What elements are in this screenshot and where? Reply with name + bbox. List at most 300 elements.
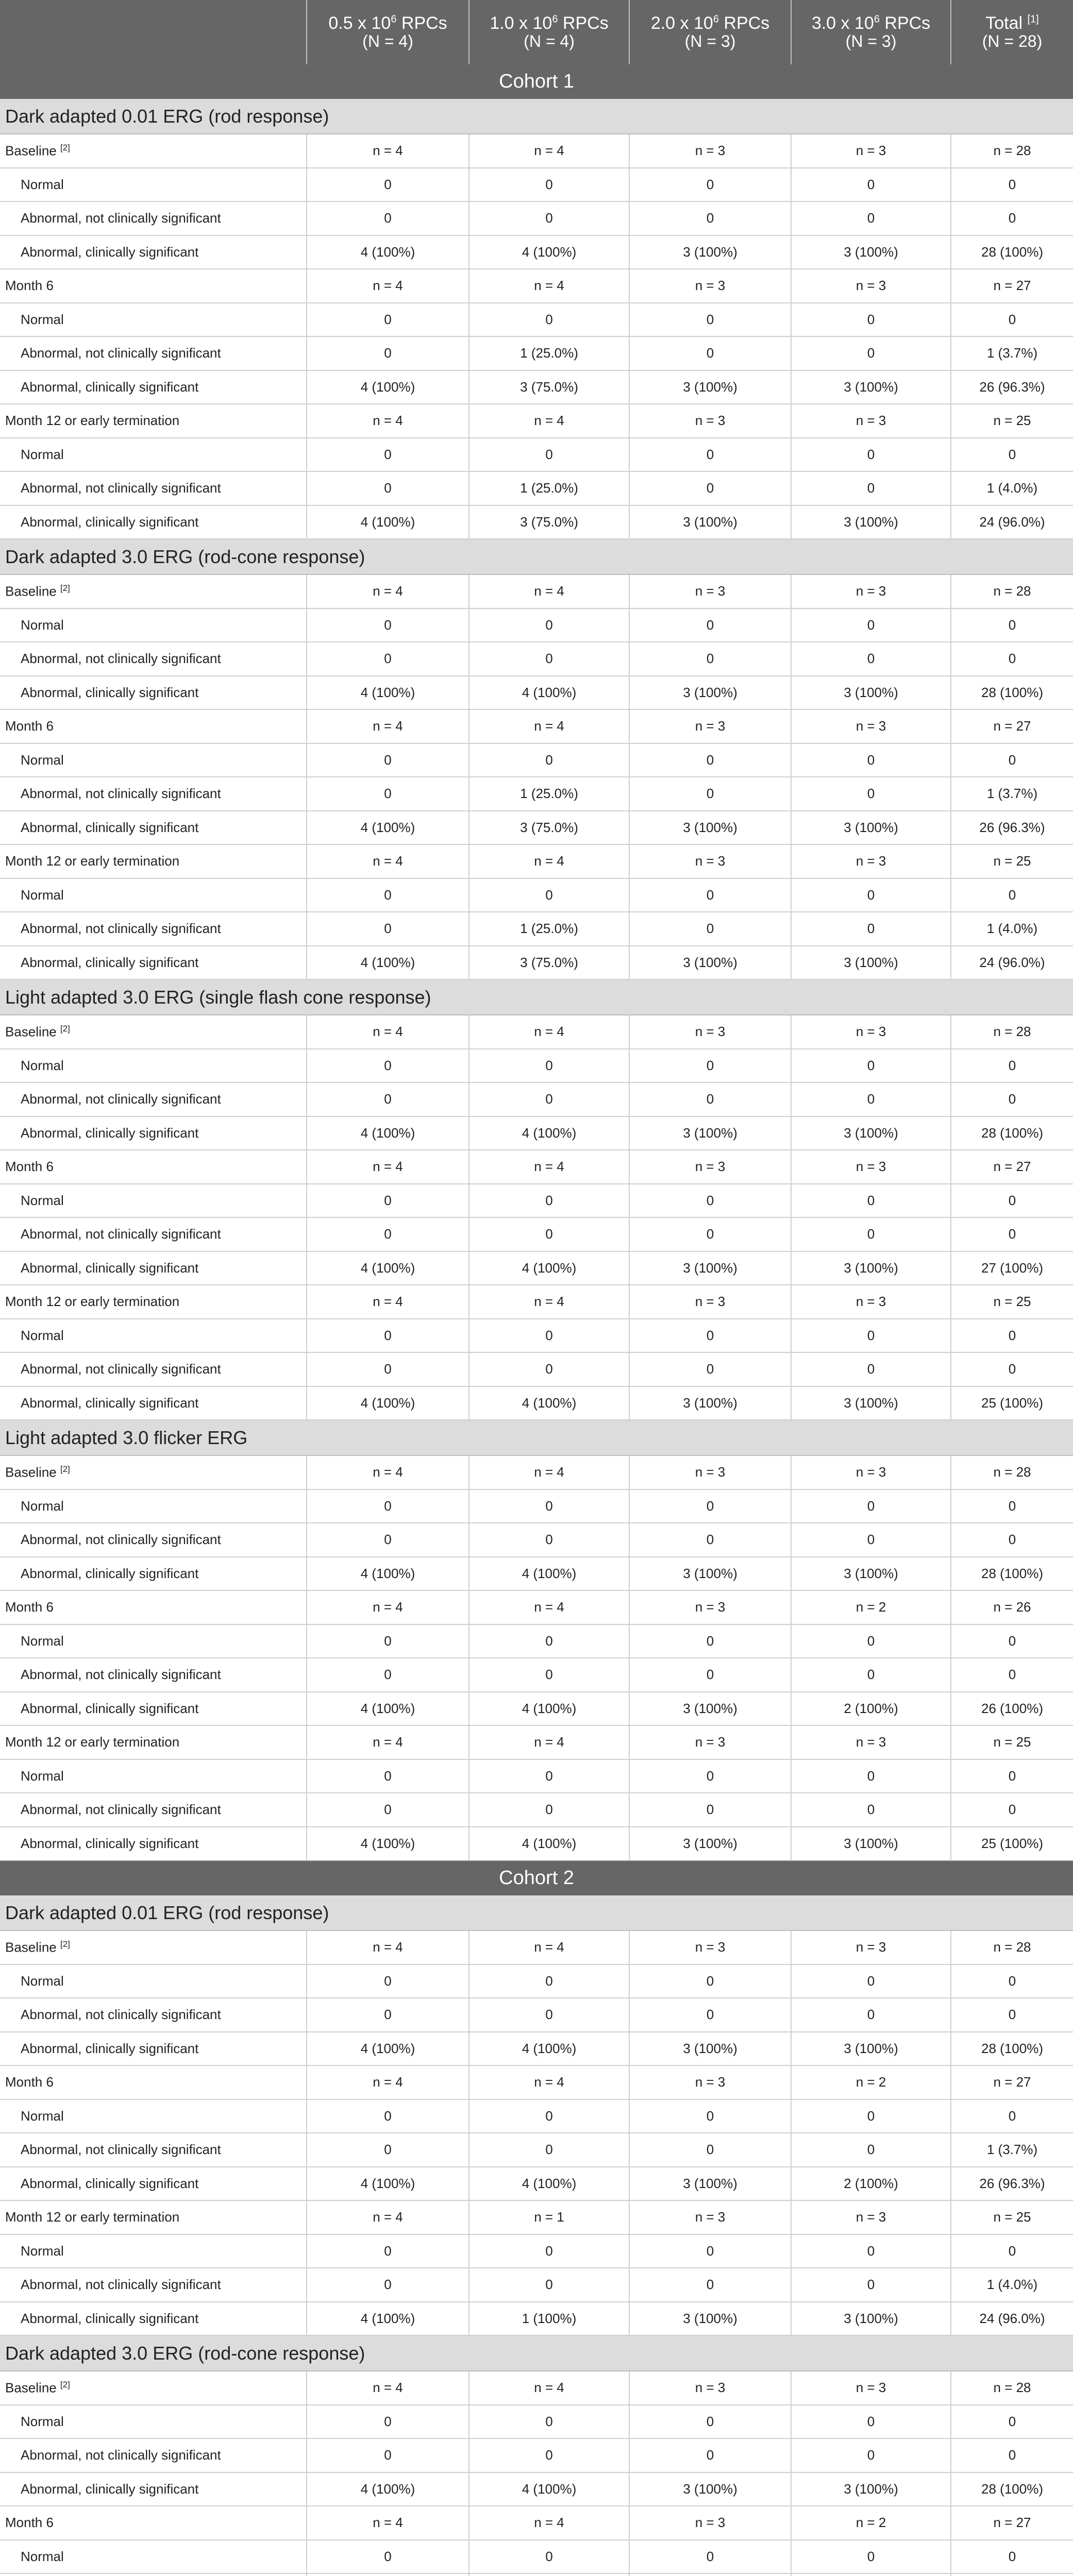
row-label: Abnormal, not clinically significant — [0, 1523, 307, 1557]
row-value-cell: 0 — [791, 1184, 951, 1218]
table-row — [0, 1998, 1073, 2032]
row-value-cell: 4 (100%) — [307, 1116, 469, 1150]
row-value-cell: 0 — [951, 1489, 1073, 1523]
row-value-cell: 0 — [469, 2234, 629, 2268]
row-value-cell: 0 — [307, 1217, 469, 1251]
visit-row — [0, 1015, 1073, 1049]
row-value-cell: 0 — [307, 471, 469, 505]
row-value-cell: 4 (100%) — [307, 2302, 469, 2336]
row-value-cell: 0 — [307, 2099, 469, 2133]
table-row — [0, 1319, 1073, 1353]
visit-label-cell — [0, 2506, 307, 2540]
row-value-cell: 4 (100%) — [307, 1692, 469, 1726]
visit-label: Baseline — [5, 1024, 57, 1040]
visit-count-cell: n = 28 — [951, 574, 1073, 608]
row-value-cell: 3 (100%) — [629, 1116, 791, 1150]
table-row — [0, 201, 1073, 235]
row-value-cell: 3 (100%) — [629, 2032, 791, 2066]
visit-label-cell — [0, 1725, 307, 1759]
visit-count-cell: n = 3 — [791, 1285, 951, 1319]
visit-count-cell: n = 1 — [469, 2200, 629, 2234]
table-row — [0, 1184, 1073, 1218]
row-value-cell: 0 — [951, 1217, 1073, 1251]
table-row — [0, 471, 1073, 505]
row-value-cell: 0 — [307, 1049, 469, 1083]
header-dose-label: 1.0 x $10^6$ RPCs — [490, 13, 609, 33]
visit-count-cell: n = 4 — [469, 134, 629, 168]
visit-count-cell: n = 3 — [629, 1150, 791, 1184]
row-value-cell: 0 — [951, 1759, 1073, 1793]
visit-count-cell: n = 4 — [307, 1725, 469, 1759]
visit-row — [0, 1930, 1073, 1964]
visit-label-cell — [0, 1150, 307, 1184]
row-value-cell: 1 (3.7%) — [951, 336, 1073, 370]
row-value-cell: 0 — [791, 2540, 951, 2574]
visit-label-cell — [0, 1285, 307, 1319]
table-row — [0, 370, 1073, 404]
row-value-cell: 1 (25.0%) — [469, 336, 629, 370]
visit-count-cell: n = 4 — [307, 404, 469, 438]
row-value-cell: 0 — [629, 2234, 791, 2268]
row-value-cell: 4 (100%) — [469, 676, 629, 710]
row-value-cell: 0 — [791, 1319, 951, 1353]
visit-count-cell: n = 3 — [629, 2371, 791, 2405]
visit-count-cell: n = 3 — [791, 2200, 951, 2234]
row-value-cell: 0 — [951, 608, 1073, 642]
table-row — [0, 1793, 1073, 1827]
row-value-cell: 0 — [469, 2268, 629, 2302]
visit-count-cell: n = 27 — [951, 709, 1073, 743]
row-value-cell: 0 — [469, 1352, 629, 1386]
row-value-cell: 0 — [951, 743, 1073, 777]
visit-count-cell: n = 3 — [791, 1930, 951, 1964]
visit-label: Month 12 or early termination — [5, 853, 180, 869]
table-row — [0, 642, 1073, 676]
visit-count-cell: n = 4 — [307, 574, 469, 608]
visit-count-cell: n = 4 — [469, 1930, 629, 1964]
table-row — [0, 1692, 1073, 1726]
visit-count-cell: n = 3 — [629, 1455, 791, 1489]
row-value-cell: 3 (100%) — [629, 946, 791, 980]
row-value-cell: 0 — [469, 743, 629, 777]
row-value-cell: 0 — [469, 1964, 629, 1998]
visit-count-cell: n = 4 — [469, 2065, 629, 2099]
row-value-cell: 3 (100%) — [791, 811, 951, 845]
row-value-cell: 0 — [791, 2405, 951, 2439]
row-value-cell: 0 — [469, 642, 629, 676]
row-value-cell: 3 (100%) — [791, 2472, 951, 2506]
row-value-cell: 0 — [951, 1964, 1073, 1998]
row-value-cell: 0 — [951, 438, 1073, 472]
row-label: Abnormal, clinically significant — [0, 1116, 307, 1150]
row-value-cell: 0 — [791, 1658, 951, 1692]
row-value-cell: 4 (100%) — [307, 1827, 469, 1861]
row-value-cell: 0 — [791, 2099, 951, 2133]
row-value-cell: 0 — [307, 1658, 469, 1692]
table-row — [0, 2405, 1073, 2439]
visit-label-cell — [0, 1015, 307, 1049]
row-value-cell: 0 — [469, 1624, 629, 1658]
visit-count-cell: n = 4 — [469, 1150, 629, 1184]
row-value-cell: 0 — [307, 1964, 469, 1998]
visit-label: Baseline — [5, 583, 57, 599]
row-value-cell: 0 — [791, 471, 951, 505]
row-value-cell: 0 — [629, 1964, 791, 1998]
visit-count-cell: n = 3 — [629, 1930, 791, 1964]
row-value-cell: 3 (75.0%) — [469, 946, 629, 980]
visit-count-cell: n = 3 — [629, 1015, 791, 1049]
row-value-cell: 0 — [629, 1184, 791, 1218]
row-label: Normal — [0, 878, 307, 912]
row-value-cell: 4 (100%) — [307, 505, 469, 539]
table-row — [0, 1964, 1073, 1998]
visit-row — [0, 404, 1073, 438]
row-value-cell: 4 (100%) — [307, 2472, 469, 2506]
row-value-cell: 0 — [307, 1184, 469, 1218]
visit-count-cell: n = 3 — [791, 1015, 951, 1049]
table-row — [0, 608, 1073, 642]
row-value-cell: 3 (100%) — [791, 1827, 951, 1861]
table-row — [0, 2133, 1073, 2167]
row-value-cell: 0 — [469, 878, 629, 912]
row-value-cell: 0 — [951, 1319, 1073, 1353]
row-value-cell: 3 (100%) — [791, 1386, 951, 1420]
visit-label-cell — [0, 2200, 307, 2234]
row-value-cell: 0 — [791, 2268, 951, 2302]
row-value-cell: 0 — [791, 438, 951, 472]
row-value-cell: 4 (100%) — [469, 1116, 629, 1150]
row-value-cell: 0 — [469, 2540, 629, 2574]
row-label: Abnormal, not clinically significant — [0, 777, 307, 811]
row-value-cell: 28 (100%) — [951, 1116, 1073, 1150]
visit-count-cell: n = 4 — [469, 1455, 629, 1489]
row-label: Normal — [0, 608, 307, 642]
header-total-label: Total [1] — [985, 13, 1039, 33]
visit-count-cell: n = 4 — [469, 844, 629, 878]
row-value-cell: 0 — [469, 1489, 629, 1523]
visit-label-cell — [0, 1930, 307, 1964]
row-value-cell: 0 — [469, 201, 629, 235]
visit-row — [0, 1590, 1073, 1624]
visit-count-cell: n = 3 — [629, 1285, 791, 1319]
row-value-cell: 4 (100%) — [307, 370, 469, 404]
row-value-cell: 0 — [791, 2133, 951, 2167]
visit-count-cell: n = 3 — [629, 2200, 791, 2234]
row-value-cell: 0 — [629, 608, 791, 642]
table-row — [0, 1251, 1073, 1285]
row-value-cell: 1 (100%) — [469, 2302, 629, 2336]
visit-row — [0, 844, 1073, 878]
row-label: Normal — [0, 1489, 307, 1523]
row-value-cell: 0 — [791, 1793, 951, 1827]
header-dose-2-0 — [629, 0, 791, 64]
table-row — [0, 336, 1073, 370]
cohort-label: Cohort 1 — [0, 64, 1073, 99]
table-row — [0, 1523, 1073, 1557]
row-value-cell: 4 (100%) — [307, 1557, 469, 1591]
row-value-cell: 4 (100%) — [469, 2167, 629, 2201]
row-value-cell: 0 — [791, 201, 951, 235]
visit-count-cell: n = 3 — [629, 844, 791, 878]
row-value-cell: 0 — [629, 1049, 791, 1083]
row-value-cell: 0 — [629, 1319, 791, 1353]
visit-label: Month 6 — [5, 278, 54, 294]
row-value-cell: 0 — [307, 1489, 469, 1523]
row-value-cell — [791, 2573, 951, 2576]
visit-count-cell: n = 4 — [469, 2371, 629, 2405]
row-value-cell: 0 — [791, 912, 951, 946]
baseline-footnote-ref: [2] — [60, 583, 70, 593]
row-label: Normal — [0, 1049, 307, 1083]
visit-label-cell — [0, 269, 307, 303]
row-label: Normal — [0, 438, 307, 472]
row-value-cell: 0 — [629, 2405, 791, 2439]
row-value-cell: 0 — [629, 2133, 791, 2167]
table-row — [0, 2438, 1073, 2472]
visit-label: Month 12 or early termination — [5, 2209, 180, 2225]
table-row — [0, 1624, 1073, 1658]
visit-row — [0, 134, 1073, 168]
row-value-cell: 0 — [629, 1658, 791, 1692]
visit-label-cell — [0, 574, 307, 608]
table-row — [0, 505, 1073, 539]
visit-row — [0, 269, 1073, 303]
row-value-cell: 3 (100%) — [629, 1827, 791, 1861]
row-label: Abnormal, not clinically significant — [0, 2268, 307, 2302]
visit-count-cell: n = 3 — [629, 404, 791, 438]
header-group-n: (N = 3) — [684, 31, 736, 50]
row-value-cell: 3 (100%) — [791, 370, 951, 404]
row-value-cell: 0 — [791, 878, 951, 912]
row-value-cell: 3 (100%) — [629, 1251, 791, 1285]
visit-count-cell: n = 4 — [307, 2506, 469, 2540]
row-value-cell: 0 — [629, 1352, 791, 1386]
row-value-cell: 4 (100%) — [307, 1251, 469, 1285]
row-value-cell: 0 — [469, 168, 629, 202]
visit-count-cell: n = 25 — [951, 2200, 1073, 2234]
row-value-cell: 0 — [629, 1082, 791, 1116]
visit-count-cell: n = 4 — [307, 1455, 469, 1489]
visit-count-cell: n = 25 — [951, 1285, 1073, 1319]
visit-row — [0, 574, 1073, 608]
row-value-cell: 0 — [469, 1184, 629, 1218]
row-label: Normal — [0, 2540, 307, 2574]
row-value-cell: 0 — [791, 1964, 951, 1998]
table-body — [0, 64, 1073, 2576]
row-value-cell: 0 — [951, 2438, 1073, 2472]
visit-row — [0, 709, 1073, 743]
table-row — [0, 1557, 1073, 1591]
row-label: Abnormal, not clinically significant — [0, 1217, 307, 1251]
visit-count-cell: n = 3 — [629, 2065, 791, 2099]
row-value-cell: 0 — [629, 1793, 791, 1827]
row-label: Normal — [0, 1759, 307, 1793]
visit-count-cell: n = 4 — [469, 709, 629, 743]
table-row — [0, 946, 1073, 980]
row-value-cell: 0 — [791, 2438, 951, 2472]
row-value-cell: 0 — [791, 1217, 951, 1251]
visit-count-cell: n = 4 — [469, 574, 629, 608]
row-value-cell: 0 — [629, 743, 791, 777]
visit-count-cell: n = 2 — [791, 2506, 951, 2540]
visit-count-cell: n = 3 — [791, 1455, 951, 1489]
row-value-cell: 0 — [469, 1217, 629, 1251]
visit-count-cell: n = 27 — [951, 2065, 1073, 2099]
row-label: Abnormal, clinically significant — [0, 1827, 307, 1861]
header-group-n: (N = 4) — [362, 31, 413, 50]
row-value-cell — [629, 2573, 791, 2576]
row-value-cell: 4 (100%) — [307, 811, 469, 845]
visit-count-cell: n = 2 — [791, 2065, 951, 2099]
visit-label: Month 6 — [5, 1599, 54, 1615]
row-value-cell: 0 — [307, 201, 469, 235]
row-value-cell: 0 — [951, 1624, 1073, 1658]
row-value-cell: 0 — [307, 1523, 469, 1557]
visit-row — [0, 2506, 1073, 2540]
row-value-cell: 4 (100%) — [469, 1827, 629, 1861]
row-value-cell: 0 — [307, 642, 469, 676]
row-value-cell: 0 — [629, 336, 791, 370]
row-value-cell: 0 — [629, 2268, 791, 2302]
row-label: Abnormal, not clinically significant — [0, 1998, 307, 2032]
row-value-cell: 0 — [951, 1793, 1073, 1827]
row-value-cell: 4 (100%) — [307, 2167, 469, 2201]
visit-count-cell: n = 3 — [791, 2371, 951, 2405]
row-label: Abnormal, clinically significant — [0, 370, 307, 404]
visit-label: Baseline — [5, 143, 57, 159]
visit-label-cell — [0, 1590, 307, 1624]
visit-count-cell: n = 4 — [307, 1590, 469, 1624]
row-value-cell: 0 — [307, 2438, 469, 2472]
row-value-cell: 4 (100%) — [469, 1557, 629, 1591]
row-value-cell: 3 (100%) — [629, 1386, 791, 1420]
row-value-cell: 0 — [469, 303, 629, 337]
visit-row — [0, 2065, 1073, 2099]
visit-count-cell: n = 28 — [951, 2371, 1073, 2405]
row-value-cell: 4 (100%) — [307, 2032, 469, 2066]
row-value-cell: 1 (3.7%) — [951, 777, 1073, 811]
visit-label: Month 6 — [5, 718, 54, 734]
row-value-cell: 0 — [791, 1759, 951, 1793]
table-row — [0, 303, 1073, 337]
row-value-cell: 0 — [307, 777, 469, 811]
row-value-cell: 4 (100%) — [469, 1251, 629, 1285]
visit-count-cell: n = 3 — [791, 1150, 951, 1184]
row-label: Abnormal, clinically significant — [0, 1251, 307, 1285]
visit-count-cell: n = 4 — [307, 709, 469, 743]
row-value-cell: 0 — [307, 878, 469, 912]
section-title: Light adapted 3.0 flicker ERG — [0, 1420, 1073, 1455]
visit-count-cell: n = 4 — [469, 1015, 629, 1049]
row-value-cell: 0 — [469, 1082, 629, 1116]
row-value-cell: 3 (100%) — [629, 811, 791, 845]
row-value-cell: 4 (100%) — [307, 235, 469, 269]
table-row — [0, 1116, 1073, 1150]
visit-count-cell: n = 4 — [469, 404, 629, 438]
row-value-cell: 28 (100%) — [951, 235, 1073, 269]
header-dose-label: 0.5 x $10^6$ RPCs — [328, 13, 447, 33]
table-row — [0, 2573, 1073, 2576]
cohort-label: Cohort 2 — [0, 1860, 1073, 1895]
row-value-cell: 3 (100%) — [791, 2032, 951, 2066]
row-value-cell: 0 — [951, 168, 1073, 202]
row-value-cell: 0 — [307, 2268, 469, 2302]
visit-count-cell: n = 4 — [307, 1150, 469, 1184]
row-value-cell: 1 (4.0%) — [951, 471, 1073, 505]
row-value-cell: 4 (100%) — [307, 676, 469, 710]
visit-count-cell: n = 4 — [307, 2065, 469, 2099]
row-value-cell: 0 — [951, 1523, 1073, 1557]
row-label: Abnormal, clinically significant — [0, 946, 307, 980]
row-label: Abnormal, not clinically significant — [0, 471, 307, 505]
visit-count-cell: n = 3 — [791, 1725, 951, 1759]
table-row — [0, 1827, 1073, 1861]
row-value-cell: 0 — [791, 336, 951, 370]
table-row — [0, 2268, 1073, 2302]
row-label: Abnormal, clinically significant — [0, 505, 307, 539]
visit-count-cell: n = 4 — [307, 2200, 469, 2234]
row-value-cell: 3 (100%) — [791, 235, 951, 269]
row-value-cell: 0 — [307, 2405, 469, 2439]
section-title: Dark adapted 3.0 ERG (rod-cone response) — [0, 539, 1073, 574]
row-value-cell: 0 — [629, 1998, 791, 2032]
header-dose-0-5 — [307, 0, 469, 64]
baseline-footnote-ref: [2] — [60, 1023, 70, 1033]
row-value-cell: 0 — [307, 1352, 469, 1386]
visit-count-cell: n = 4 — [307, 844, 469, 878]
visit-count-cell: n = 28 — [951, 1015, 1073, 1049]
row-label: Abnormal, not clinically significant — [0, 1793, 307, 1827]
section-row — [0, 1895, 1073, 1930]
visit-count-cell: n = 27 — [951, 269, 1073, 303]
baseline-footnote-ref: [2] — [60, 142, 70, 152]
row-value-cell: 4 (100%) — [469, 2032, 629, 2066]
row-value-cell: 0 — [469, 2405, 629, 2439]
table-header — [0, 0, 1073, 64]
row-value-cell: 0 — [469, 608, 629, 642]
baseline-footnote-ref: [2] — [60, 2379, 70, 2389]
row-value-cell — [469, 2573, 629, 2576]
row-value-cell: 0 — [469, 1049, 629, 1083]
row-value-cell: 0 — [791, 777, 951, 811]
header-total-n: (N = 28) — [982, 31, 1043, 50]
table-row — [0, 912, 1073, 946]
row-label: Normal — [0, 2405, 307, 2439]
visit-label-cell — [0, 709, 307, 743]
visit-count-cell: n = 27 — [951, 2506, 1073, 2540]
row-label: Abnormal, clinically significant — [0, 235, 307, 269]
baseline-footnote-ref: [2] — [60, 1464, 70, 1474]
row-value-cell: 0 — [791, 608, 951, 642]
table-row — [0, 1352, 1073, 1386]
section-row — [0, 99, 1073, 134]
row-value-cell: 0 — [469, 1998, 629, 2032]
row-value-cell: 24 (96.0%) — [951, 505, 1073, 539]
header-dose-label: 3.0 x $10^6$ RPCs — [811, 13, 931, 33]
row-value-cell: 0 — [469, 1658, 629, 1692]
row-label: Abnormal, not clinically significant — [0, 201, 307, 235]
row-label: Abnormal, not clinically significant — [0, 912, 307, 946]
row-value-cell: 0 — [951, 1658, 1073, 1692]
row-value-cell: 24 (96.0%) — [951, 946, 1073, 980]
row-value-cell: 3 (100%) — [791, 2302, 951, 2336]
row-label: Abnormal, clinically significant — [0, 2032, 307, 2066]
section-title: Dark adapted 0.01 ERG (rod response) — [0, 1895, 1073, 1930]
row-label: Normal — [0, 1624, 307, 1658]
row-value-cell: 0 — [629, 471, 791, 505]
table-row — [0, 1658, 1073, 1692]
row-value-cell: 0 — [307, 1759, 469, 1793]
